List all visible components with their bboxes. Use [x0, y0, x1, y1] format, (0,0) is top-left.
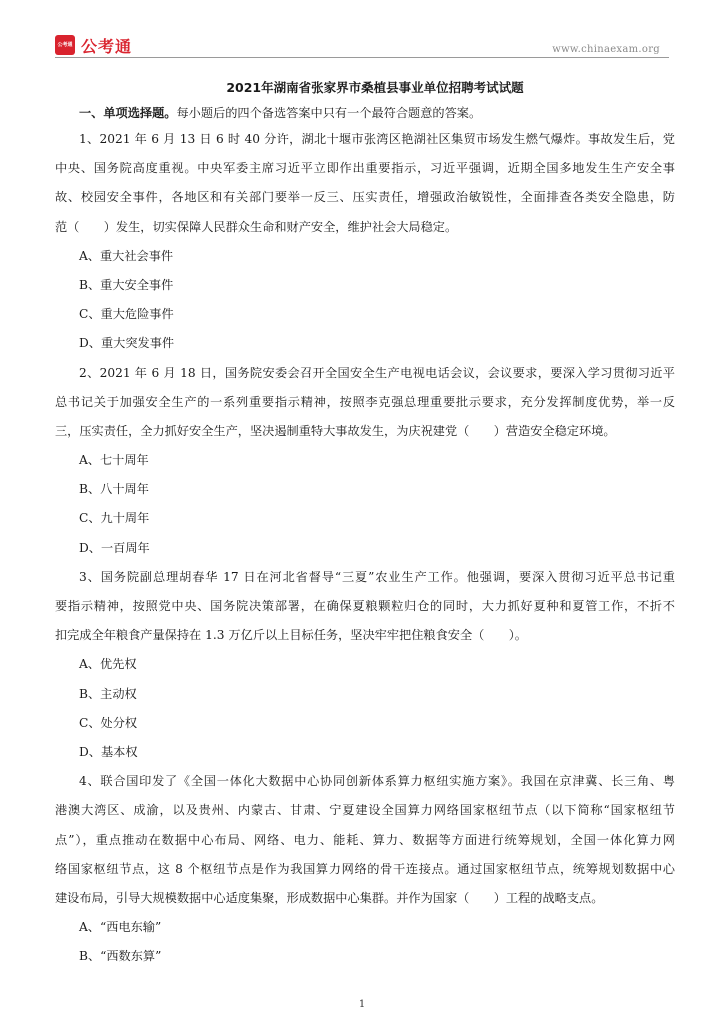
question-line: 络国家枢纽节点，这 8 个枢纽节点是作为我国算力网络的骨干连接点。通过国家枢纽节点，统筹规划数据中心: [55, 861, 675, 876]
question-line: 中央、国务院高度重视。中央军委主席习近平立即作出重要指示，习近平强调，近期全国多地发生生产安全事: [55, 161, 675, 176]
question-line: 总书记关于加强安全生产的一系列重要指示精神，按照李克强总理重要批示要求，充分发挥制度优势，举一反: [55, 394, 675, 409]
option-c: C、九十周年: [79, 511, 150, 526]
option-a: A、“西电东输”: [79, 920, 162, 935]
option-d: D、重大突发事件: [79, 336, 175, 351]
question-line: 三，压实责任，全力抓好安全生产，坚决遏制重特大事故发生，为庆祝建党（ ）营造安全稳定环境。: [55, 423, 616, 438]
option-a: A、七十周年: [79, 453, 149, 468]
question-4: [55, 767, 675, 971]
option-c: C、重大危险事件: [79, 307, 174, 322]
option-b: B、八十周年: [79, 482, 149, 497]
document-body: [55, 79, 675, 971]
question-line: 故、校园安全事件，各地区和有关部门要举一反三、压实责任，增强政治敏锐性，全面排查各类安全隐患，防: [55, 190, 675, 205]
question-line: 建设布局，引导大规模数据中心适度集聚，形成数据中心集群。并作为国家（ ）工程的战略支点。: [55, 890, 604, 905]
page-number: 1: [358, 999, 366, 1010]
option-c: C、处分权: [79, 715, 138, 730]
site-url[interactable]: www.chinaexam.org: [552, 44, 660, 55]
option-a: A、优先权: [79, 657, 137, 672]
logo-text: 公考通: [81, 36, 133, 56]
header-divider: [55, 57, 669, 58]
option-d: D、一百周年: [79, 540, 150, 555]
option-b: B、“西数东算”: [79, 949, 162, 964]
section-label: 一、单项选择题。: [79, 106, 177, 120]
question-line: 要指示精神，按照党中央、国务院决策部署，在确保夏粮颗粒归仓的同时，大力抓好夏种和夏管工作，不折不: [55, 599, 675, 613]
section-instruction: 每小题后的四个备选答案中只有一个最符合题意的答案。: [176, 106, 482, 120]
question-line: 1、2021 年 6 月 13 日 6 时 40 分许，湖北十堰市张湾区艳湖社区集贸市场发生燃气爆炸。事故发生后，党: [79, 132, 675, 146]
question-line: 3、国务院副总理胡春华 17 日在河北省督导“三夏”农业生产工作。他强调，要深入贯彻习近平总书记重: [79, 569, 675, 584]
option-b: B、重大安全事件: [79, 277, 174, 292]
option-a: A、重大社会事件: [79, 248, 174, 263]
question-line: 2、2021 年 6 月 18 日，国务院安委会召开全国安全生产电视电话会议，会议要求，要深入学习贯彻习近平: [79, 365, 675, 380]
question-1: [55, 125, 675, 359]
section-heading: [55, 104, 675, 122]
question-line: 港澳大湾区、成渝，以及贵州、内蒙古、甘肃、宁夏建设全国算力网络国家枢纽节点（以下简称“国家枢纽节: [55, 803, 675, 818]
logo-badge-icon: 公考通: [55, 35, 75, 55]
option-b: B、主动权: [79, 686, 137, 701]
page-header: [0, 0, 724, 62]
question-line: 点”），重点推动在数据中心布局、网络、电力、能耗、算力、数据等方面进行统筹规划，全国一体化算力网: [55, 832, 675, 847]
option-d: D、基本权: [79, 744, 138, 759]
question-line: 扣完成全年粮食产量保持在 1.3 万亿斤以上目标任务，坚决牢牢把住粮食安全（ ）。: [55, 628, 527, 643]
question-line: 4、联合国印发了《全国一体化大数据中心协同创新体系算力枢纽实施方案》。我国在京津冀、长三角、粤: [79, 774, 675, 789]
question-line: 范（ ）发生，切实保障人民群众生命和财产安全，维护社会大局稳定。: [55, 219, 458, 234]
logo[interactable]: [55, 35, 132, 55]
question-3: [55, 563, 675, 767]
question-2: [55, 359, 675, 563]
page-title: 2021年湖南省张家界市桑植县事业单位招聘考试试题: [226, 80, 524, 95]
